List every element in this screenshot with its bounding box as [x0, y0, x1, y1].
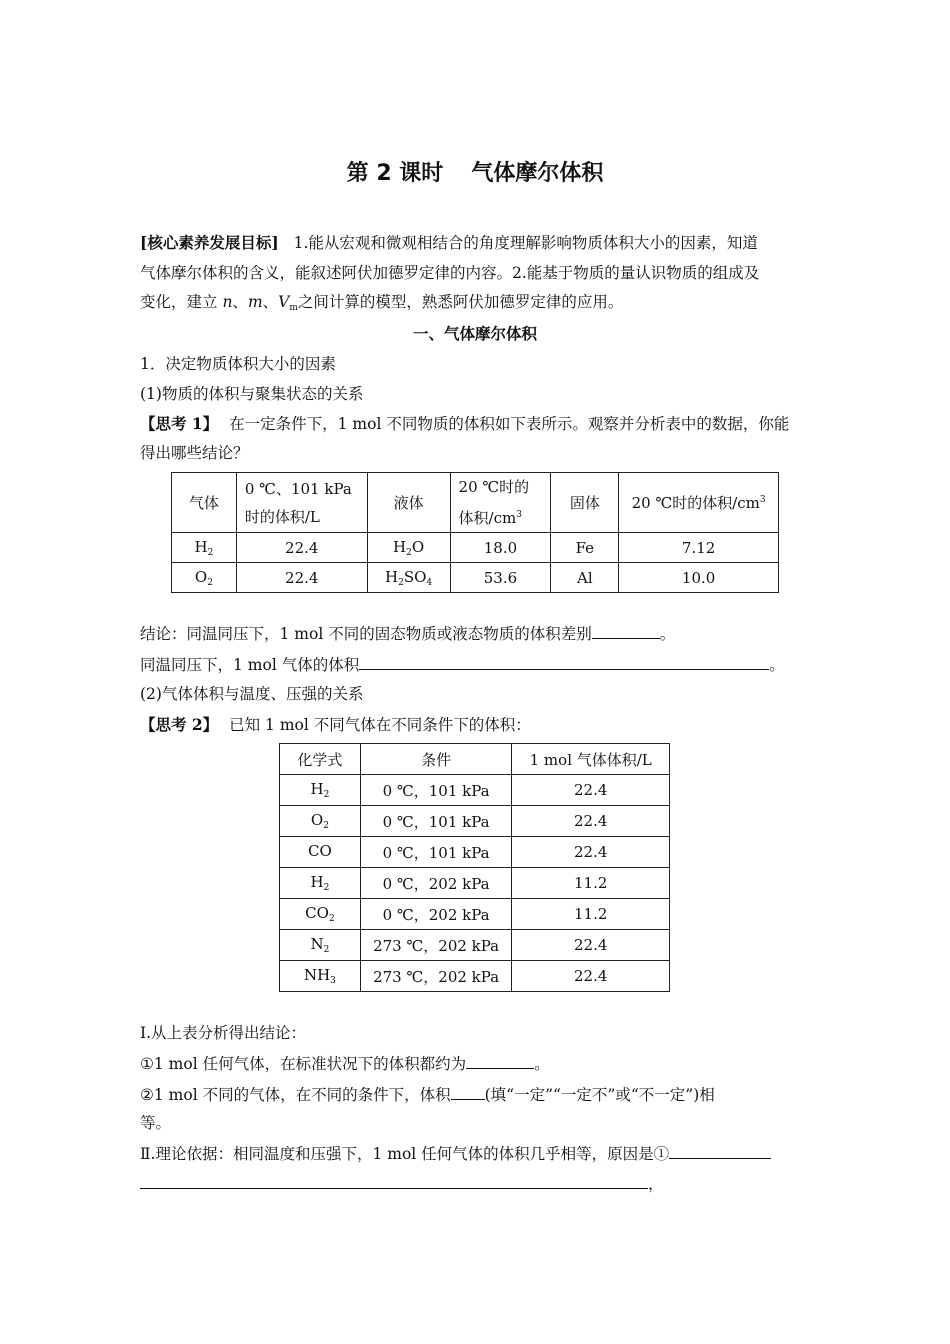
goals-label: [核心素养发展目标]: [140, 233, 279, 252]
goals-line2: 气体摩尔体积的含义，能叙述阿伏加德罗定律的内容。2.能基于物质的量认识物质的组成及: [140, 264, 760, 282]
analysis-item2: ②1 mol 不同的气体，在不同的条件下，体积 (填“一定”“一定不”或“不一定”)相: [140, 1086, 715, 1104]
think2-label: 【思考 2】: [140, 715, 219, 734]
answer-blank[interactable]: [592, 623, 660, 639]
subsection-1b: (2)气体体积与温度、压强的关系: [140, 685, 364, 703]
think1-line2: 得出哪些结论？: [140, 444, 249, 462]
lesson-number: 第 2 课时: [346, 161, 444, 186]
table2-body: [280, 775, 670, 992]
think2-line: 【思考 2】 已知 1 mol 不同气体在不同条件下的体积：: [140, 715, 531, 734]
answer-blank[interactable]: [669, 1143, 771, 1159]
symbol-m: m: [247, 293, 263, 311]
header-solid: 固体: [551, 473, 619, 533]
table-row: $CO_2$ 0 ℃，202 kPa 11.2: [280, 899, 670, 930]
table-row: $N_2$ 273 ℃，202 kPa 22.4: [280, 930, 670, 961]
header-gas-volume: 0 ℃、101 kPa 时的体积/L: [236, 473, 367, 533]
table-row: $H_2$ 22.4 $H_2O$ 18.0 Fe 7.12: [172, 533, 779, 563]
conclusion-line2: 同温同压下，1 mol 气体的体积 。: [140, 656, 785, 674]
analysis-basis: Ⅱ.理论依据：相同温度和压强下，1 mol 任何气体的体积几乎相等，原因是①: [140, 1143, 771, 1164]
goals-line1: [核心素养发展目标] 1.能从宏观和微观相结合的角度理解影响物质体积大小的因素，知道: [140, 233, 758, 252]
header-solid-volume: 20 ℃时的体积$/cm^3$: [619, 473, 779, 533]
volume-table-2: [279, 743, 670, 992]
volume-table-1: [171, 472, 779, 593]
analysis-title: Ⅰ.从上表分析得出结论：: [140, 1024, 307, 1042]
lesson-topic: 气体摩尔体积: [471, 161, 604, 186]
analysis-item2-line2: 等。: [140, 1114, 172, 1132]
goals-line3: 变化，建立 n、m、$V_m$之间计算的模型，熟悉阿伏加德罗定律的应用。: [140, 293, 624, 313]
section-heading: 一、气体摩尔体积: [412, 324, 537, 343]
table-row: $H_2$ 0 ℃，202 kPa 11.2: [280, 868, 670, 899]
header-liquid-volume: 20 ℃时的 体积$/cm^3$: [450, 473, 551, 533]
table-row: $O_2$ 0 ℃，101 kPa 22.4: [280, 806, 670, 837]
table-row: $H_2$ 0 ℃，101 kPa 22.4: [280, 775, 670, 806]
think1-label: 【思考 1】: [140, 414, 219, 433]
header-gas: 气体: [172, 473, 237, 533]
conclusion-line1: 结论：同温同压下，1 mol 不同的固态物质或液态物质的体积差别 。: [140, 625, 676, 643]
think1-line1: 【思考 1】 在一定条件下，1 mol 不同物质的体积如下表所示。观察并分析表中的数据，你能: [140, 414, 790, 433]
symbol-n: n: [222, 293, 233, 311]
table-header-row: 化学式 条件 1 mol 气体体积/L: [280, 744, 670, 775]
header-liquid: 液体: [367, 473, 450, 533]
table-row: $O_2$ 22.4 $H_2SO_4$ 53.6 Al 10.0: [172, 563, 779, 593]
answer-blank[interactable]: [451, 1084, 485, 1100]
table-header-row: [172, 473, 779, 533]
answer-blank[interactable]: [140, 1173, 648, 1189]
answer-blank[interactable]: [359, 654, 769, 670]
subsection-1a: (1)物质的体积与聚集状态的关系: [140, 385, 364, 403]
subsection-1: 1．决定物质体积大小的因素: [140, 355, 336, 373]
analysis-basis-line2: ，: [140, 1173, 664, 1194]
page-title: [0, 156, 950, 187]
symbol-vm: V: [278, 293, 290, 311]
table-row: CO 0 ℃，101 kPa 22.4: [280, 837, 670, 868]
analysis-item1: ①1 mol 任何气体，在标准状况下的体积都约为 。: [140, 1055, 550, 1073]
table-row: $NH_3$ 273 ℃，202 kPa 22.4: [280, 961, 670, 992]
answer-blank[interactable]: [466, 1053, 534, 1069]
